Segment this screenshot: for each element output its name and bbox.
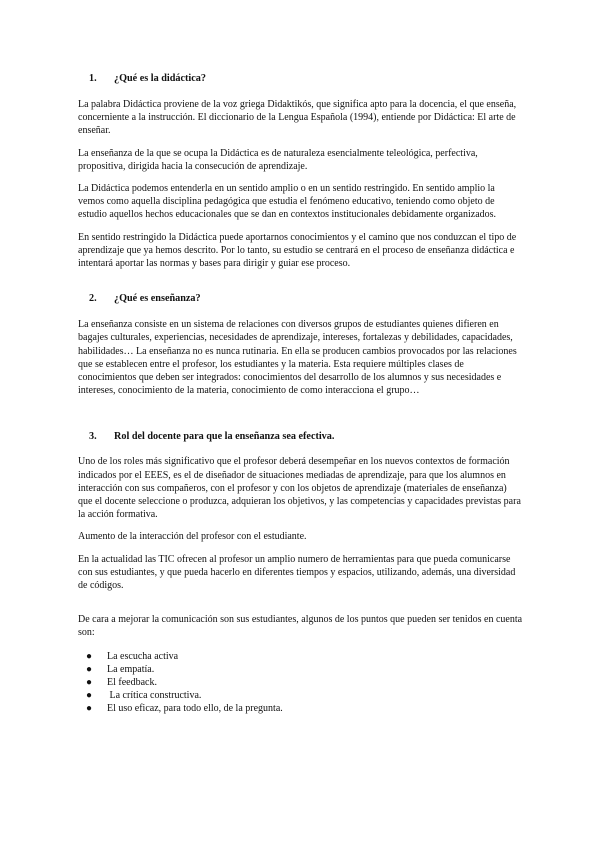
paragraph: En la actualidad las TIC ofrecen al profesor un amplio numero de herramientas para que pueda comunicarse con sus estudiantes, y que pueda hacerlo en diferentes tiempos y espacios, utilizando, además, una diversidad de códigos. [78,553,516,592]
list-item: ● La empatía. [86,663,155,675]
document-body [78,72,523,715]
section-heading-3 [78,430,523,444]
paragraph: En sentido restringido la Didáctica puede aportarnos conocimientos y el camino que nos conduzcan el tipo de aprendizaje que ya hemos descrito. Por lo tanto, su estudio se centrará en el proceso de enseñanza didáctica e intentará aportar las normas y bases para dirigir y guiar ese proceso. [78,231,517,270]
paragraph: La palabra Didáctica proviene de la voz griega Didaktikós, que significa apto para la docencia, el que enseña, concerniente a la instrucción. El diccionario de la Lengua Española (1994), entiende por Didáctica: El arte de enseñar. [78,99,517,137]
bullet-icon: ● [86,702,93,714]
list-item: ● La crítica constructiva. [86,689,202,701]
bullet-icon: ● [86,676,93,688]
section-heading-2 [78,292,523,306]
list-item: ● El feedback. [86,676,157,688]
section-title: ¿Qué es enseñanza? [114,293,201,305]
paragraph: Uno de los roles más significativo que el profesor deberá desempeñar en los nuevos contextos de formación indicados por el EEES, es el de diseñador de situaciones mediadas de aprendizaje, para que los alumnos en interacción con sus compañeros, con el profesor y con los objetos de aprendizaje (materiales de enseñanza) que el docente seleccione o produzca, adquieran los objetivos, y las competencias y capacidades previstas para la acción formativa. [78,456,521,521]
bullet-icon: ● [86,650,93,662]
section-title: ¿Qué es la didáctica? [114,73,206,84]
bullet-icon: ● [86,689,93,701]
paragraph: De cara a mejorar la comunicación son sus estudiantes, algunos de los puntos que pueden ser tenidos en cuenta son: [78,614,523,639]
list-item: ● El uso eficaz, para todo ello, de la pregunta. [86,702,283,714]
bullet-icon: ● [86,663,93,675]
section-number: 2. [89,293,97,305]
section-title: Rol del docente para que la enseñanza sea efectiva. [114,431,335,443]
paragraph: Aumento de la interacción del profesor con el estudiante. [78,531,307,543]
list-item: ● La escucha activa [86,650,179,662]
section-number: 1. [89,73,97,84]
section-number: 3. [89,431,97,443]
paragraph: La Didáctica podemos entenderla en un sentido amplio o en un sentido restringido. En sentido amplio la vemos como aquella disciplina pedagógica que estudia el fenómeno educativo, teniendo como objeto de estudio aquellos hechos educacionales que se dan en contextos institucionales debidamente organizados. [78,183,497,221]
paragraph: La enseñanza consiste en un sistema de relaciones con diversos grupos de estudiantes quienes difieren en bagajes culturales, experiencias, necesidades de aprendizaje, intereses, fortalezas y debilidades, capacidades, habilidades… La enseñanza no es nunca rutinaria. En ella se producen cambios provocados por las relaciones que se establecen entre el profesor, los estudiantes y la materia. Esta requiere múltiples clases de conocimientos que deben ser integrados: conocimientos del desarrollo de los alumnos y sus necesidades e intereses, conocimiento de la materia, conocimiento de como interacciona el grupo… [78,319,517,397]
paragraph: La enseñanza de la que se ocupa la Didáctica es de naturaleza esencialmente teleológica, perfectiva, propositiva, dirigida hacia la consecución de aprendizaje. [78,147,478,172]
bullet-list [78,650,523,715]
section-heading-1 [78,72,523,86]
